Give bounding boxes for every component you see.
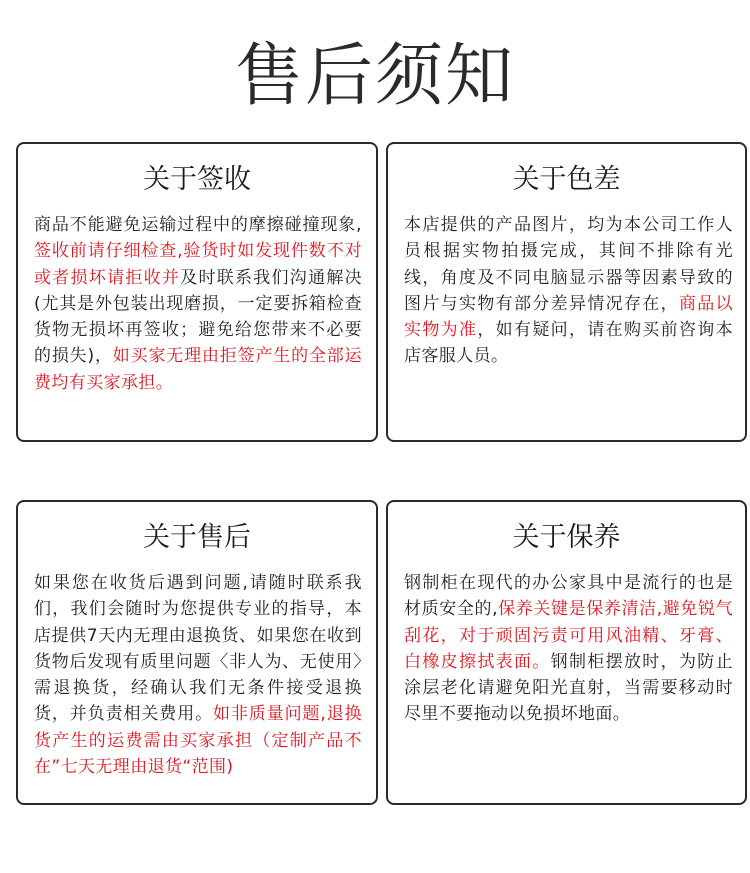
card-text-highlight: 保养关键是保养清洁,避免锐气刮花，对于顽固污责可用风油精、牙膏、白橡皮擦拭表面。 — [404, 599, 733, 672]
card-text-segment: 如果您在收货后遇到问题,请随时联系我们，我们会随时为您提供专业的指导，本店提供7天内无理由退换货、如果您在收到货物后发现有质里问题〈非人为、无使用〉需退换货，经确认我们无条件接受退换货，并负责相关费用。 — [34, 573, 362, 725]
card-body-color-difference — [388, 212, 745, 370]
card-title-signing: 关于签收 — [143, 164, 251, 195]
card-maintenance — [386, 500, 747, 805]
card-text-highlight: 签收前请仔细检查,验货时如发现件数不对或者损坏请拒收并 — [34, 241, 362, 288]
card-color-difference — [386, 142, 747, 442]
card-body-maintenance — [388, 570, 745, 728]
card-text-segment: 及时联系我们沟通解决(尤其是外包装出现磨损，一定要拆箱检查货物无损坏再签收；避免给您带来不必要的损失)， — [34, 267, 363, 367]
card-text-segment: 商品不能避免运输过程中的摩擦碰撞现象, — [34, 215, 362, 235]
card-title-maintenance: 关于保养 — [512, 522, 621, 553]
card-text-segment: 钢制柜在现代的办公家具中是流行的也是材质安全的, — [404, 573, 733, 620]
card-after-sales — [16, 500, 378, 805]
card-text-segment: ，如有疑问，请在购买前咨询本店客服人员。 — [404, 320, 733, 367]
card-text-highlight: 如非质量问题,退换货产生的运费需由买家承担（定制产品不在”七天无理由退货“范围) — [34, 704, 362, 778]
page-title: 售后须知 — [234, 37, 515, 116]
card-text-segment: 本店提供的产品图片，均为本公司工作人员根据实物拍摄完成，其间不排除有光线，角度及不同电脑显示器等因素导致的图片与实物有部分差异情况存在， — [404, 215, 733, 314]
card-text-highlight: 如买家无理由拒签产生的全部运费均有买家承担。 — [34, 346, 362, 393]
card-title-color-difference: 关于色差 — [512, 164, 621, 195]
card-signing — [16, 142, 378, 442]
card-text-highlight: 商品以实物为准 — [404, 293, 733, 341]
card-title-after-sales: 关于售后 — [143, 522, 251, 553]
card-body-after-sales — [18, 570, 376, 780]
card-text-segment: 钢制柜摆放时，为防止涂层老化请避免阳光直射，当需要移动时尽里不要拖动以免损坏地面。 — [404, 651, 734, 725]
card-body-signing — [18, 212, 376, 396]
